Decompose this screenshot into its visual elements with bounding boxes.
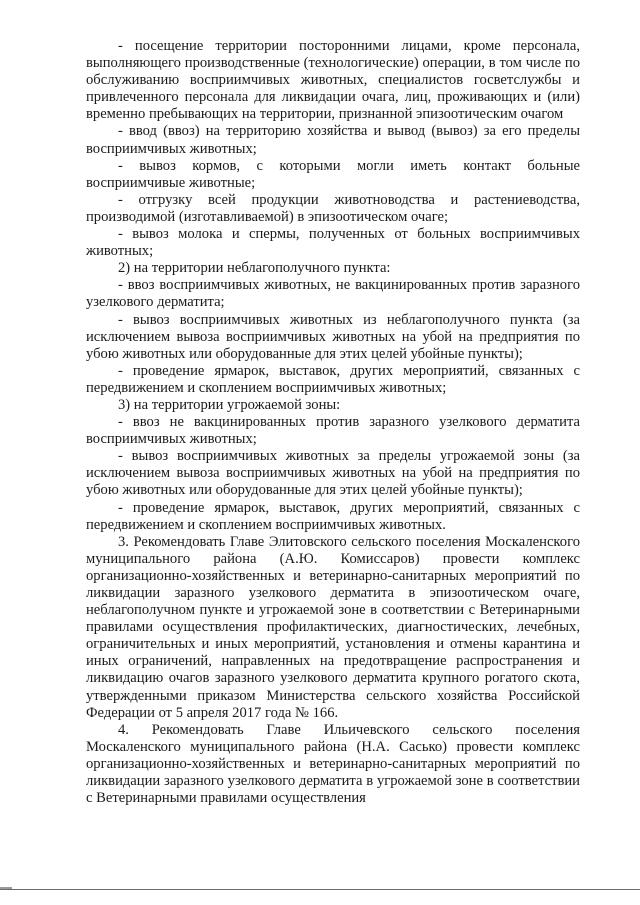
clause-4-recommendation: 4. Рекомендовать Главе Ильичевского сельского поселения Москаленского муниципального района (Н.А. Сасько) провести комплекс организационно-хозяйственных и ветеринарно-санитарных мероприятий по ликвидации заразного узелкового дерматита в угрожаемой зоне в соответствии с Ветеринарными правилами осуществления [86,721,580,807]
restriction-item-zone-unvaccinated-entry: - ввоз не вакцинированных против заразного узелкового дерматита восприимчивых животных; [86,414,580,448]
restriction-item-animal-removal: - вывоз восприимчивых животных из неблагополучного пункта (за исключением вывоза восприимчивых животных на убой на предприятия по убою животных или оборудованные для этих целей убойные пункты); [86,311,580,362]
restriction-item-product-shipment: - отгрузку всей продукции животноводства и растениеводства, производимой (изготавливаемой) в эпизоотическом очаге; [86,191,580,225]
restriction-item-feed-removal: - вывоз кормов, с которыми могли иметь контакт больные восприимчивые животные; [86,157,580,191]
restriction-item-zone-animal-removal: - вывоз восприимчивых животных за пределы угрожаемой зоны (за исключением вывоза восприимчивых животных на убой на предприятия по убою животных или оборудованные для этих целей убойные пункты); [86,448,580,499]
restriction-item-unvaccinated-entry: - ввоз восприимчивых животных, не вакцинированных против заразного узелкового дерматита; [86,277,580,311]
restriction-item-milk-sperm: - вывоз молока и спермы, полученных от больных восприимчивых животных; [86,226,580,260]
section-heading-threatened-zone: 3) на территории угрожаемой зоны: [118,396,341,413]
restriction-item-visitors: - посещение территории посторонними лицами, кроме персонала, выполняющего производственные (технологические) операции, в том числе по обслуживанию восприимчивых животных, специалистов госветслужбы и привлеченного персонала для ликвидации очага, лиц, проживающих и (или) временно пребывающих на территории, признанной эпизоотическим очагом [86,38,580,123]
clause-3-recommendation: 3. Рекомендовать Главе Элитовского сельского поселения Москаленского муниципального района (А.Ю. Комиссаров) провести комплекс организационно-хозяйственных и ветеринарно-санитарных мероприятий по ликвидации заразного узелкового дерматита в эпизоотическом очаге, неблагополучном пункте и угрожаемой зоне в соответствии с Ветеринарными правилами осуществления профилактических, диагностических, лечебных, ограничительных и иных мероприятий, установления и отмены карантина и иных ограничений, направленных на предотвращение распространения и ликвидацию очагов заразного узелкового дерматита крупного рогатого скота, утвержденными приказом Министерства сельского хозяйства Российской Федерации от 5 апреля 2017 года № 166. [86,533,580,721]
section-heading-unfavorable-point: 2) на территории неблагополучного пункта: [118,260,391,277]
restriction-item-fairs: - проведение ярмарок, выставок, других мероприятий, связанных с передвижением и скоплением восприимчивых животных; [86,362,580,396]
restriction-item-animal-entry-exit: - ввод (ввоз) на территорию хозяйства и вывод (вывоз) за его пределы восприимчивых животных; [86,123,580,157]
scan-bottom-border [0,889,640,890]
document-page [86,38,580,807]
restriction-item-zone-fairs: - проведение ярмарок, выставок, других мероприятий, связанных с передвижением и скоплением восприимчивых животных. [86,499,580,533]
